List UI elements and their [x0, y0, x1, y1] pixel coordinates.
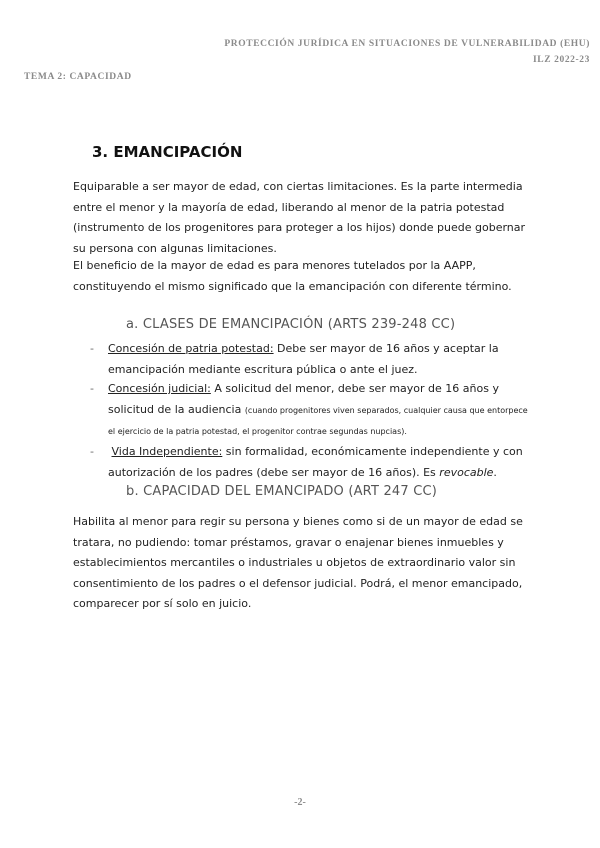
running-header-topic: TEMA 2: CAPACIDAD: [24, 72, 132, 82]
benefit-paragraph: El beneficio de la mayor de edad es para menores tutelados por la AAPP, constituyendo el mismo significado que la emancipación con diferente término.: [73, 259, 512, 293]
list-item-term: Vida Independiente:: [111, 445, 223, 458]
list-dash: -: [90, 342, 94, 355]
list-dash: -: [90, 382, 94, 395]
running-header-title: PROTECCIÓN JURÍDICA EN SITUACIONES DE VULNERABILIDAD (EHU): [224, 39, 590, 49]
section-heading: 3. EMANCIPACIÓN: [92, 143, 243, 161]
list-item-end: .: [493, 465, 497, 479]
list-item-term: Concesión de patria potestad:: [108, 342, 274, 355]
list-item-note: (cuando progenitores viven separados, cualquier causa que entorpece el ejercicio de la patria potestad, el progenitor contrae segundas nupcias).: [108, 405, 528, 436]
page-number: -2-: [294, 797, 306, 808]
list-dash: -: [90, 445, 94, 458]
list-item-text: A solicitud del menor, debe ser mayor de 16 años y solicitud de la audiencia: [108, 382, 499, 416]
capacity-paragraph: Habilita al menor para regir su persona y bienes como si de un mayor de edad se tratara, no pudiendo: tomar préstamos, gravar o enajenar bienes inmuebles y establecimientos mercantiles o industriales u objetos de extraordinario valor sin consentimiento de los padres o el defensor judicial. Podrá, el menor emancipado, comparecer por sí solo en juicio.: [73, 515, 523, 610]
list-item: [90, 379, 530, 443]
list-item-text: sin formalidad, económicamente independiente y con autorización de los padres (debe ser mayor de 16 años). Es: [108, 445, 523, 479]
list-item: [90, 339, 530, 380]
intro-paragraph: Equiparable a ser mayor de edad, con ciertas limitaciones. Es la parte intermedia entre el menor y la mayoría de edad, liberando al menor de la patria potestad (instrumento de los progenitores para proteger a los hijos) donde puede gobernar su persona con algunas limitaciones.: [73, 180, 526, 255]
subsection-a-heading: a. CLASES DE EMANCIPACIÓN (ARTS 239-248 CC): [126, 317, 456, 332]
list-item-emphasis: revocable: [439, 465, 494, 479]
list-item: [90, 442, 530, 483]
running-header-course: ILZ 2022-23: [532, 55, 590, 65]
list-item-term: Concesión judicial:: [108, 382, 211, 395]
subsection-b-heading: b. CAPACIDAD DEL EMANCIPADO (ART 247 CC): [126, 484, 438, 499]
list-item-text: Debe ser mayor de 16 años y aceptar la emancipación mediante escritura pública o ante el juez.: [108, 342, 499, 376]
